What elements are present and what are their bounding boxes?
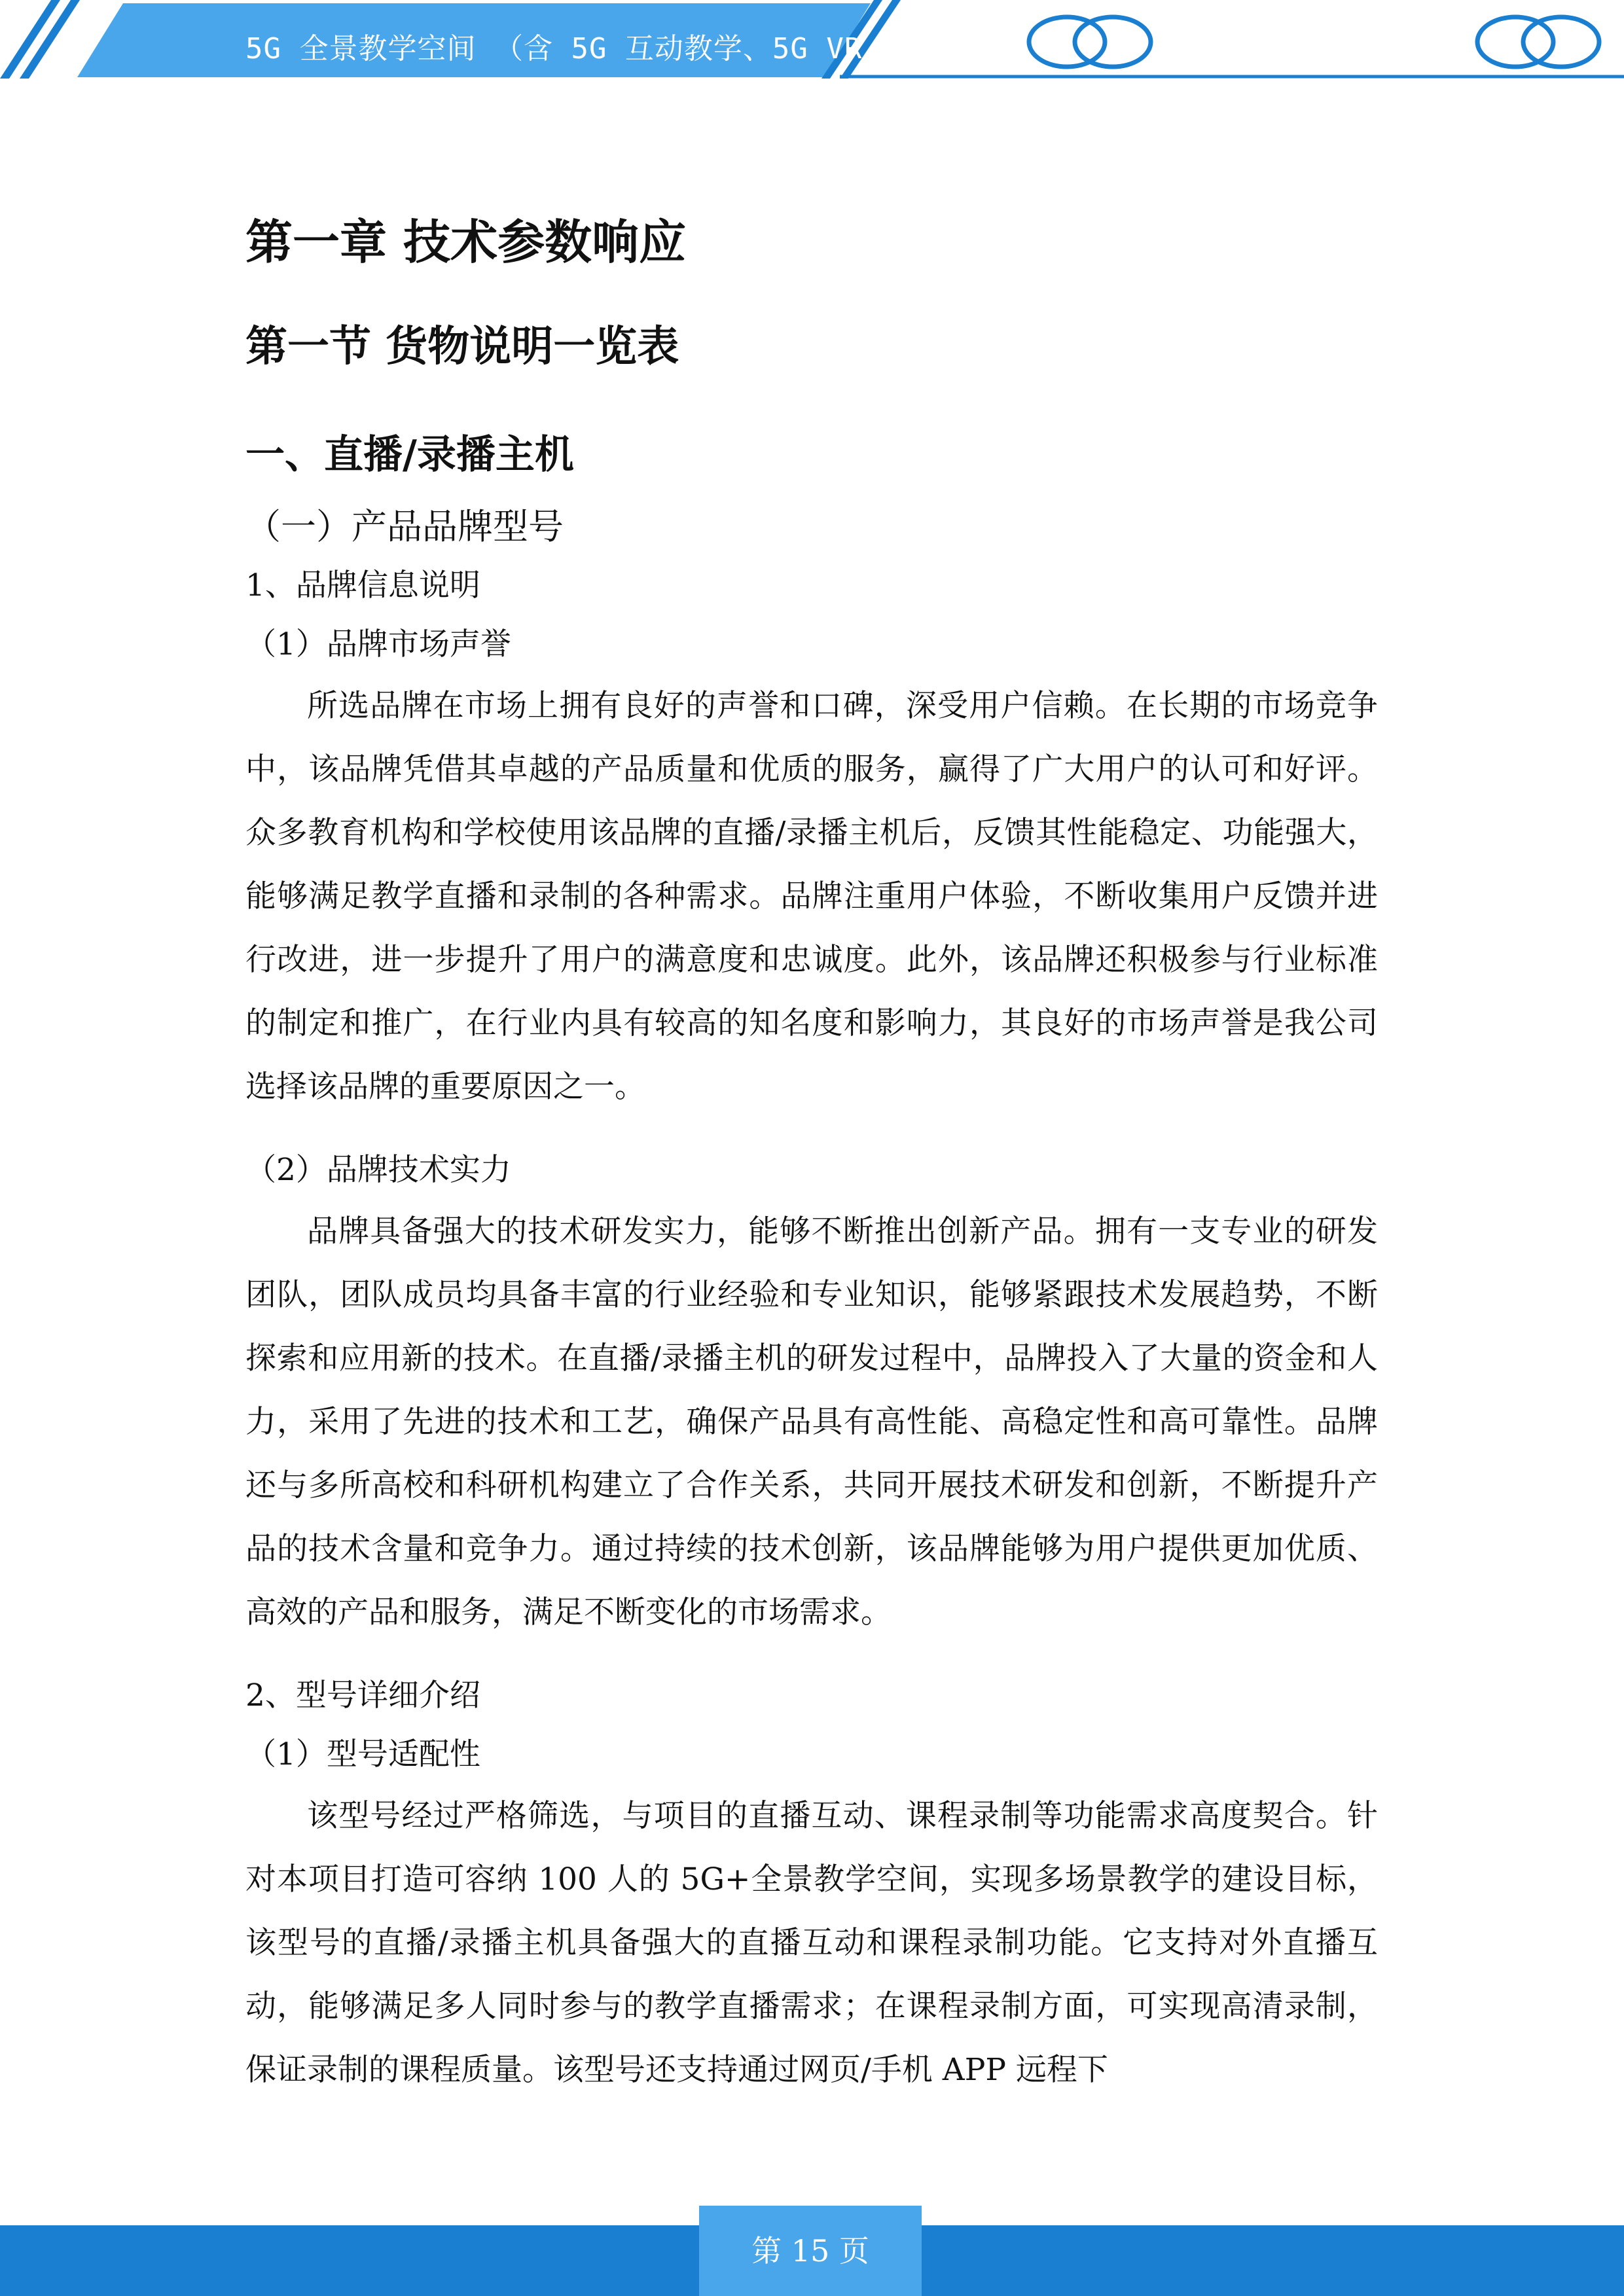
section-title: 第一节 货物说明一览表 — [245, 323, 679, 371]
document-body — [245, 190, 1378, 2124]
header-title: 5G 全景教学空间 （含 5G 互动教学、5G VR 教学、5G — [245, 32, 1005, 65]
model-detail-title: 2、型号详细介绍 — [245, 1677, 480, 1713]
page-number: 第 15 页 — [699, 2206, 922, 2296]
model-fit-paragraph: 该型号经过严格筛选，与项目的直播互动、课程录制等功能需求高度契合。针对本项目打造可容纳 100 人的 5G+全景教学空间，实现多场景教学的建设目标，该型号的直播/录播主机具备强大的直播互动和课程录制功能。它支持对外直播互动，能够满足多人同时参与的教学直播需求；在课程录制方面，可实现高清录制，保证录制的课程质量。该型号还支持通过网页/手机 APP 远程下 — [245, 1798, 1378, 2088]
item-title: 一、直播/录播主机 — [245, 432, 574, 478]
brand-tech-title: （2）品牌技术实力 — [245, 1152, 511, 1188]
rings-logo-right — [1477, 17, 1599, 67]
model-fit-title: （1）型号适配性 — [245, 1736, 480, 1772]
subsection-title: （一）产品品牌型号 — [245, 506, 564, 547]
rings-logo-left — [1029, 17, 1151, 67]
brand-tech-paragraph: 品牌具备强大的技术研发实力，能够不断推出创新产品。拥有一支专业的研发团队，团队成员均具备丰富的行业经验和专业知识，能够紧跟技术发展趋势，不断探索和应用新的技术。在直播/录播主机的研发过程中，品牌投入了大量的资金和人力，采用了先进的技术和工艺，确保产品具有高性能、高稳定性和高可靠性。品牌还与多所高校和科研机构建立了合作关系，共同开展技术研发和创新，不断提升产品的技术含量和竞争力。通过持续的技术创新，该品牌能够为用户提供更加优质、高效的产品和服务，满足不断变化的市场需求。 — [245, 1213, 1378, 1630]
brand-info-title: 1、品牌信息说明 — [245, 567, 480, 603]
brand-reputation-title: （1）品牌市场声誉 — [245, 626, 511, 662]
chapter-title: 第一章 技术参数响应 — [245, 215, 687, 270]
brand-reputation-paragraph: 所选品牌在市场上拥有良好的声誉和口碑，深受用户信赖。在长期的市场竞争中，该品牌凭借其卓越的产品质量和优质的服务，赢得了广大用户的认可和好评。众多教育机构和学校使用该品牌的直播/录播主机后，反馈其性能稳定、功能强大，能够满足教学直播和录制的各种需求。品牌注重用户体验，不断收集用户反馈并进行改进，进一步提升了用户的满意度和忠诚度。此外，该品牌还积极参与行业标准的制定和推广，在行业内具有较高的知名度和影响力，其良好的市场声誉是我公司选择该品牌的重要原因之一。 — [245, 688, 1378, 1105]
